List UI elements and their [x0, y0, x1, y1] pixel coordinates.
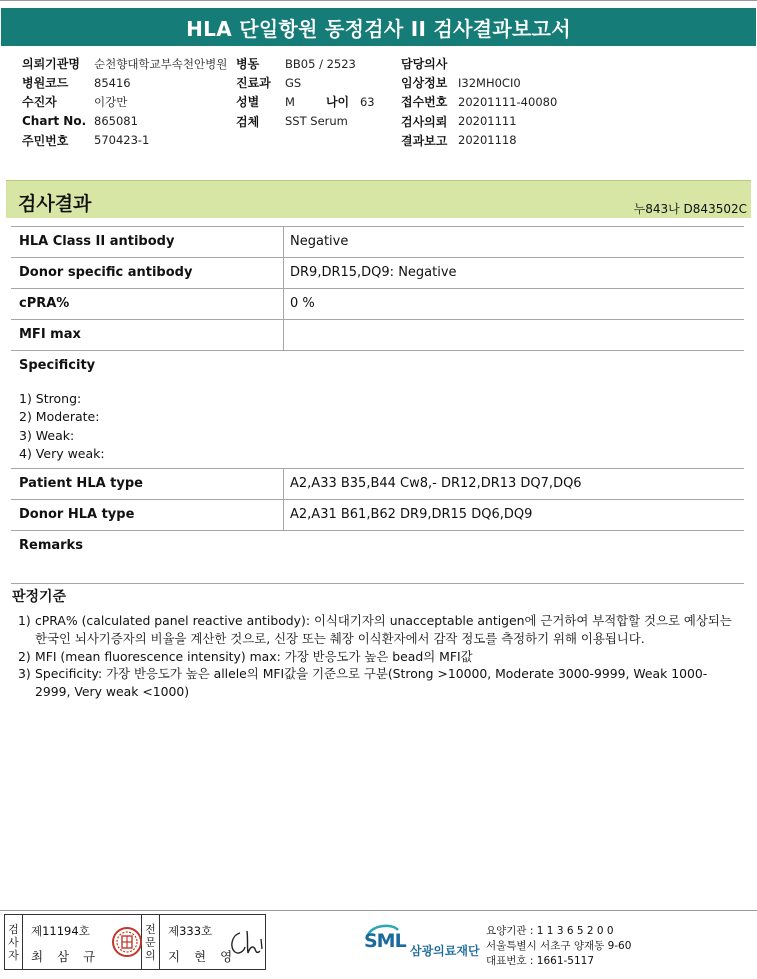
info-row-sex-age	[236, 92, 375, 111]
result-row-class2	[11, 227, 744, 258]
footer-rule	[0, 910, 757, 911]
result-row-remarks	[11, 531, 744, 584]
specificity-list	[19, 390, 105, 463]
result-value: DR9,DR15,DQ9: Negative	[283, 258, 744, 288]
result-row-specificity	[11, 351, 744, 469]
criteria-title: 판정기준	[12, 589, 67, 605]
info-value: 20201111	[458, 114, 517, 129]
result-value	[283, 320, 744, 350]
result-label: Donor specific antibody	[19, 265, 193, 280]
info-row-report-date	[401, 131, 557, 150]
info-row-specimen	[236, 112, 375, 131]
criteria-item	[18, 648, 738, 666]
doctor-vertical-label	[142, 915, 160, 969]
info-row-resident-no	[22, 131, 227, 150]
logo-text: SML	[364, 930, 406, 952]
specificity-item: 1) Strong:	[19, 391, 82, 406]
lab-name: 삼광의료재단	[410, 944, 480, 958]
signature-box	[4, 914, 266, 970]
result-section-header	[6, 180, 751, 218]
criteria-text: Specificity: 가장 반응도가 높은 allele의 MFI값을 기준으로 구분(Strong >10000, Moderate 3000-9999, Weak 1000-2999, Very weak <1000)	[35, 666, 708, 700]
info-row-institution	[22, 54, 227, 73]
specificity-item: 4) Very weak:	[19, 445, 105, 461]
criteria-item	[18, 665, 738, 701]
info-value: SST Serum	[285, 114, 348, 129]
info-row-clinical-info	[401, 73, 557, 92]
info-value: 20201111-40080	[458, 94, 558, 109]
tester-license-no: 제11194호	[31, 924, 90, 938]
report-title: HLA 단일항원 동정검사 II 검사결과보고서	[1, 8, 756, 46]
result-row-cpra	[11, 289, 744, 320]
lab-phone: 대표번호 : 1661-5117	[486, 955, 595, 967]
tester-vertical-label	[5, 915, 23, 969]
result-label: Patient HLA type	[19, 476, 143, 491]
info-value: BB05 / 2523	[285, 56, 356, 71]
criteria-item	[18, 612, 738, 648]
info-value: I32MH0CI0	[458, 75, 521, 90]
info-label: 병원코드	[22, 76, 69, 91]
info-row-request-date	[401, 112, 557, 131]
info-label: 임상정보	[401, 76, 448, 91]
info-row-hospital-code	[22, 73, 227, 92]
specificity-item: 2) Moderate:	[19, 409, 100, 425]
handwritten-signature-icon	[226, 927, 266, 959]
doctor-license-no: 제333호	[168, 924, 213, 938]
seal-stamp-icon	[111, 924, 143, 960]
criteria-number: 2)	[18, 648, 31, 664]
info-label: 검사의뢰	[401, 114, 448, 129]
info-value: GS	[285, 75, 302, 90]
info-label: 병동	[236, 57, 260, 72]
label-char: 의	[145, 948, 156, 962]
result-value: A2,A31 B61,B62 DR9,DR15 DQ6,DQ9	[283, 500, 744, 530]
doctor-cell	[160, 915, 265, 969]
section-code: 누843나 D843502C	[633, 202, 747, 216]
criteria-list	[18, 612, 738, 701]
doctor-name: 지 현 영	[168, 949, 238, 964]
info-value: 이강만	[94, 94, 128, 109]
result-row-mfi	[11, 320, 744, 351]
criteria-number: 1)	[18, 613, 31, 628]
info-label: 결과보고	[401, 133, 448, 148]
info-row-physician	[401, 54, 557, 73]
section-title: 검사결과	[18, 193, 92, 215]
result-label: cPRA%	[19, 296, 70, 311]
info-column-3	[401, 54, 557, 150]
info-row-receipt-no	[401, 92, 557, 111]
info-label: 진료과	[236, 76, 271, 91]
label-char: 자	[8, 948, 19, 962]
tester-name: 최 삼 규	[31, 949, 101, 964]
age-label: 나이	[325, 95, 350, 110]
result-value: 0 %	[283, 289, 744, 319]
info-label: 의뢰기관명	[22, 57, 80, 72]
result-row-dsa	[11, 258, 744, 289]
lab-code: 요양기관 : 1 1 3 6 5 2 0 0	[486, 925, 614, 937]
result-label: Specificity	[19, 358, 96, 373]
info-label: 접수번호	[401, 95, 448, 110]
info-label: 검체	[236, 114, 260, 129]
sml-logo	[364, 922, 480, 966]
info-row-department	[236, 73, 375, 92]
criteria-number: 3)	[18, 666, 31, 682]
info-row-ward	[236, 54, 375, 73]
info-column-1	[22, 54, 227, 150]
result-label: HLA Class II antibody	[19, 234, 175, 249]
info-label: 수진자	[22, 95, 57, 110]
info-value: 570423-1	[94, 133, 150, 148]
result-table	[11, 226, 744, 584]
info-value: 865081	[94, 114, 138, 129]
top-rule	[0, 0, 757, 5]
age-value: 63	[359, 94, 375, 109]
result-row-donor-hla	[11, 500, 744, 531]
info-label: 성별	[236, 95, 260, 110]
info-label: 담당의사	[401, 57, 448, 72]
info-label: 주민번호	[22, 133, 69, 148]
label-char: 문	[145, 935, 156, 949]
info-value: 85416	[94, 75, 131, 90]
result-label: MFI max	[19, 327, 81, 342]
result-label: Remarks	[19, 538, 83, 553]
info-label: Chart No.	[22, 114, 87, 129]
label-char: 전	[145, 922, 156, 936]
result-label: Donor HLA type	[19, 507, 135, 522]
result-row-patient-hla	[11, 469, 744, 500]
info-column-2	[236, 54, 375, 131]
lab-address: 서울특별시 서초구 양재동 9-60	[486, 940, 632, 952]
info-value: 순천향대학교부속천안병원	[94, 56, 228, 71]
info-value: 20201118	[458, 133, 517, 148]
info-row-chart-no	[22, 112, 227, 131]
label-char: 검	[8, 922, 19, 936]
criteria-text: cPRA% (calculated panel reactive antibody): 이식대기자의 unacceptable antigen에 근거하여 부적합할 것으로 예상되는 한국인 뇌사기증자의 비율을 계산한 것으로, 신장 또는 췌장 이식환자에서 감작 정도를 측정하기 위해 이용됩니다.	[35, 613, 732, 646]
criteria-text: MFI (mean fluorescence intensity) max: 가장 반응도가 높은 bead의 MFI값	[35, 648, 473, 664]
label-char: 사	[8, 935, 19, 949]
tester-cell	[23, 915, 142, 969]
info-row-patient	[22, 92, 227, 111]
result-value: A2,A33 B35,B44 Cw8,- DR12,DR13 DQ7,DQ6	[283, 469, 744, 499]
lab-contact	[486, 924, 631, 969]
specificity-item: 3) Weak:	[19, 427, 75, 443]
result-value: Negative	[283, 227, 744, 257]
info-value: M	[285, 94, 295, 109]
